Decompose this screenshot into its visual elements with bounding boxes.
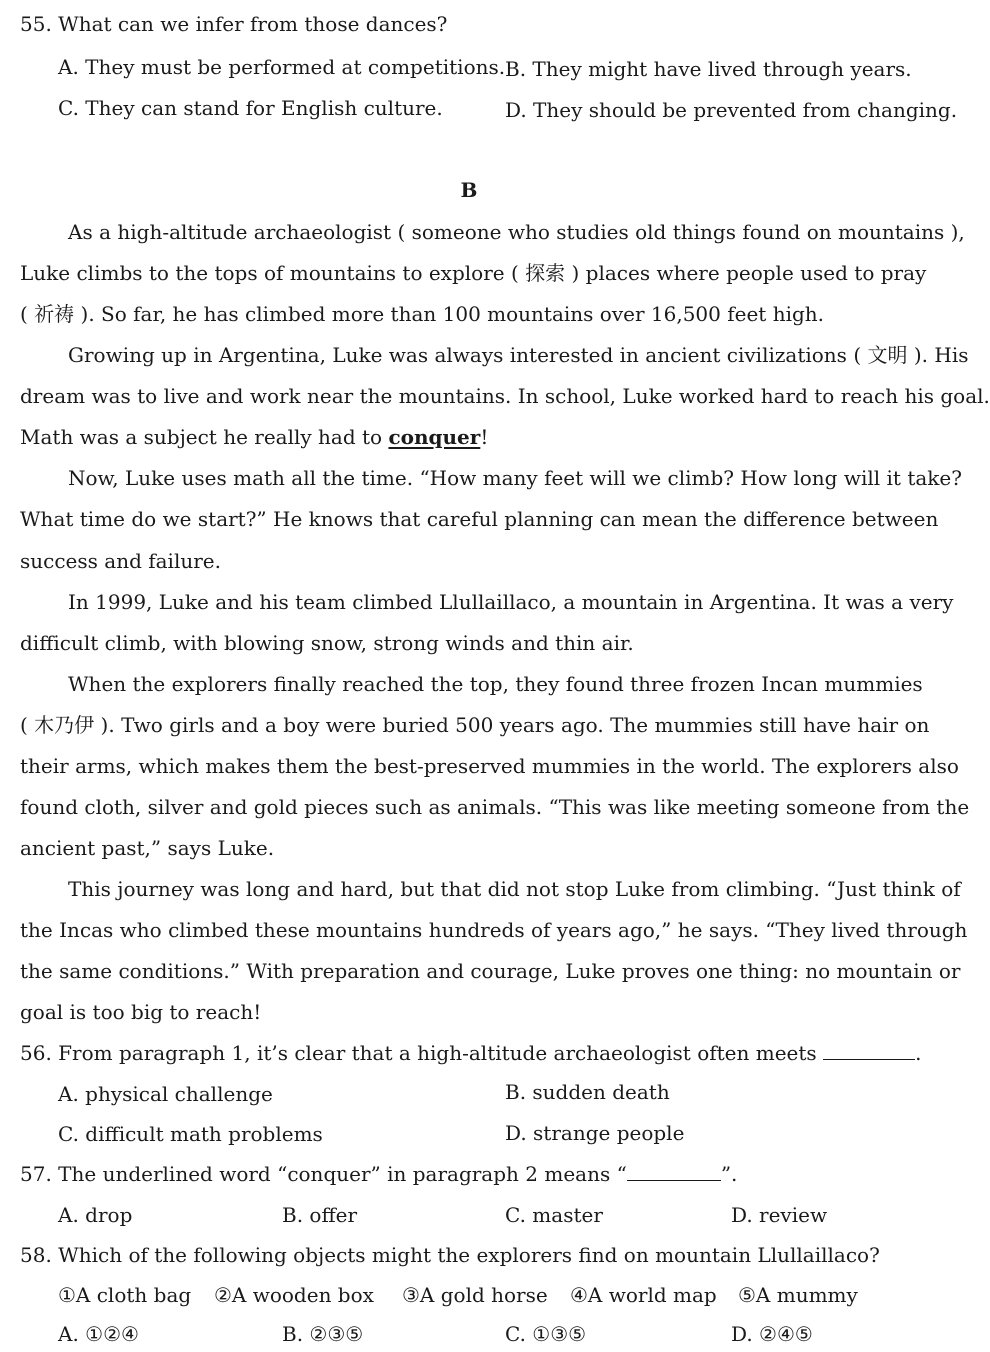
passage-p4-line1: In 1999, Luke and his team climbed Llullaillaco, a mountain in Argentina. It was a very [68,590,954,614]
passage-p5-line4: found cloth, silver and gold pieces such as animals. “This was like meeting someone from the [20,795,970,819]
q55-option-b: B. They might have lived through years. [505,57,912,81]
q57-stem: 57. The underlined word “conquer” in paragraph 2 means “ [20,1162,627,1186]
q56-option-b: B. sudden death [505,1080,670,1104]
q58-option-a: A. ①②④ [58,1322,139,1346]
q58-option-d: D. ②④⑤ [731,1322,813,1346]
passage-p1-line1: As a high-altitude archaeologist ( someone who studies old things found on mountains ), [68,220,965,244]
passage-p2-line3 [20,423,488,451]
q56-option-c: C. difficult math problems [58,1122,323,1146]
q56-stem-end: . [915,1041,922,1065]
passage-p6-line2: the Incas who climbed these mountains hundreds of years ago,” he says. “They lived through [20,918,968,942]
q57-option-c: C. master [505,1203,603,1227]
q56-option-a: A. physical challenge [58,1082,273,1106]
q58-option-c: C. ①③⑤ [505,1322,587,1346]
q57-answer-blank[interactable] [627,1162,721,1181]
passage-p2-line3-text: Math was a subject he really had to [20,425,389,449]
q55-option-d: D. They should be prevented from changing. [505,98,958,122]
passage-p6-line4: goal is too big to reach! [20,1000,262,1024]
passage-p5-line1: When the explorers finally reached the top, they found three frozen Incan mummies [68,672,923,696]
passage-p4-line2: difficult climb, with blowing snow, strong winds and thin air. [20,631,634,655]
q56-stem-line [20,1039,921,1067]
q58-option-b: B. ②③⑤ [282,1322,364,1346]
q55-stem: 55. What can we infer from those dances? [20,12,448,36]
q55-option-a: A. They must be performed at competitions. [58,55,506,79]
passage-p3-line2: What time do we start?” He knows that careful planning can mean the difference between [20,507,939,531]
q56-stem: 56. From paragraph 1, it’s clear that a high-altitude archaeologist often meets [20,1041,817,1065]
passage-p1-line2: Luke climbs to the tops of mountains to explore ( 探索 ) places where people used to pray [20,261,927,285]
passage-p1-line3: ( 祈祷 ). So far, he has climbed more than 100 mountains over 16,500 feet high. [20,302,825,326]
passage-p2-line2: dream was to live and work near the mountains. In school, Luke worked hard to reach his goal. [20,384,990,408]
passage-p3-line1: Now, Luke uses math all the time. “How many feet will we climb? How long will it take? [68,466,962,490]
q57-stem-line [20,1160,737,1188]
q56-answer-blank[interactable] [823,1041,915,1060]
q58-item-1: ①A cloth bag [58,1283,192,1307]
q57-option-b: B. offer [282,1203,358,1227]
q57-option-d: D. review [731,1203,828,1227]
passage-p6-line1: This journey was long and hard, but that did not stop Luke from climbing. “Just think of [68,877,961,901]
q56-option-d: D. strange people [505,1121,685,1145]
underlined-word-conquer: conquer [388,425,481,449]
passage-p5-line5: ancient past,” says Luke. [20,836,275,860]
q58-item-3: ③A gold horse [402,1283,548,1307]
passage-p6-line3: the same conditions.” With preparation and courage, Luke proves one thing: no mountain or [20,959,961,983]
passage-p3-line3: success and failure. [20,549,221,573]
q57-option-a: A. drop [58,1203,133,1227]
q58-item-2: ②A wooden box [214,1283,374,1307]
passage-p5-line3: their arms, which makes them the best-preserved mummies in the world. The explorers also [20,754,959,778]
q58-stem: 58. Which of the following objects might the explorers find on mountain Llullaillaco? [20,1243,880,1267]
q58-item-4: ④A world map [570,1283,717,1307]
passage-p5-line2: ( 木乃伊 ). Two girls and a boy were buried 500 years ago. The mummies still have hair on [20,713,930,737]
passage-p2-line1: Growing up in Argentina, Luke was always interested in ancient civilizations ( 文明 ). His [68,343,969,367]
q57-stem-end: ”. [720,1162,738,1186]
section-title: B [460,178,478,202]
passage-p2-line3-end: ! [480,425,489,449]
q55-option-c: C. They can stand for English culture. [58,96,443,120]
q58-item-5: ⑤A mummy [738,1283,858,1307]
